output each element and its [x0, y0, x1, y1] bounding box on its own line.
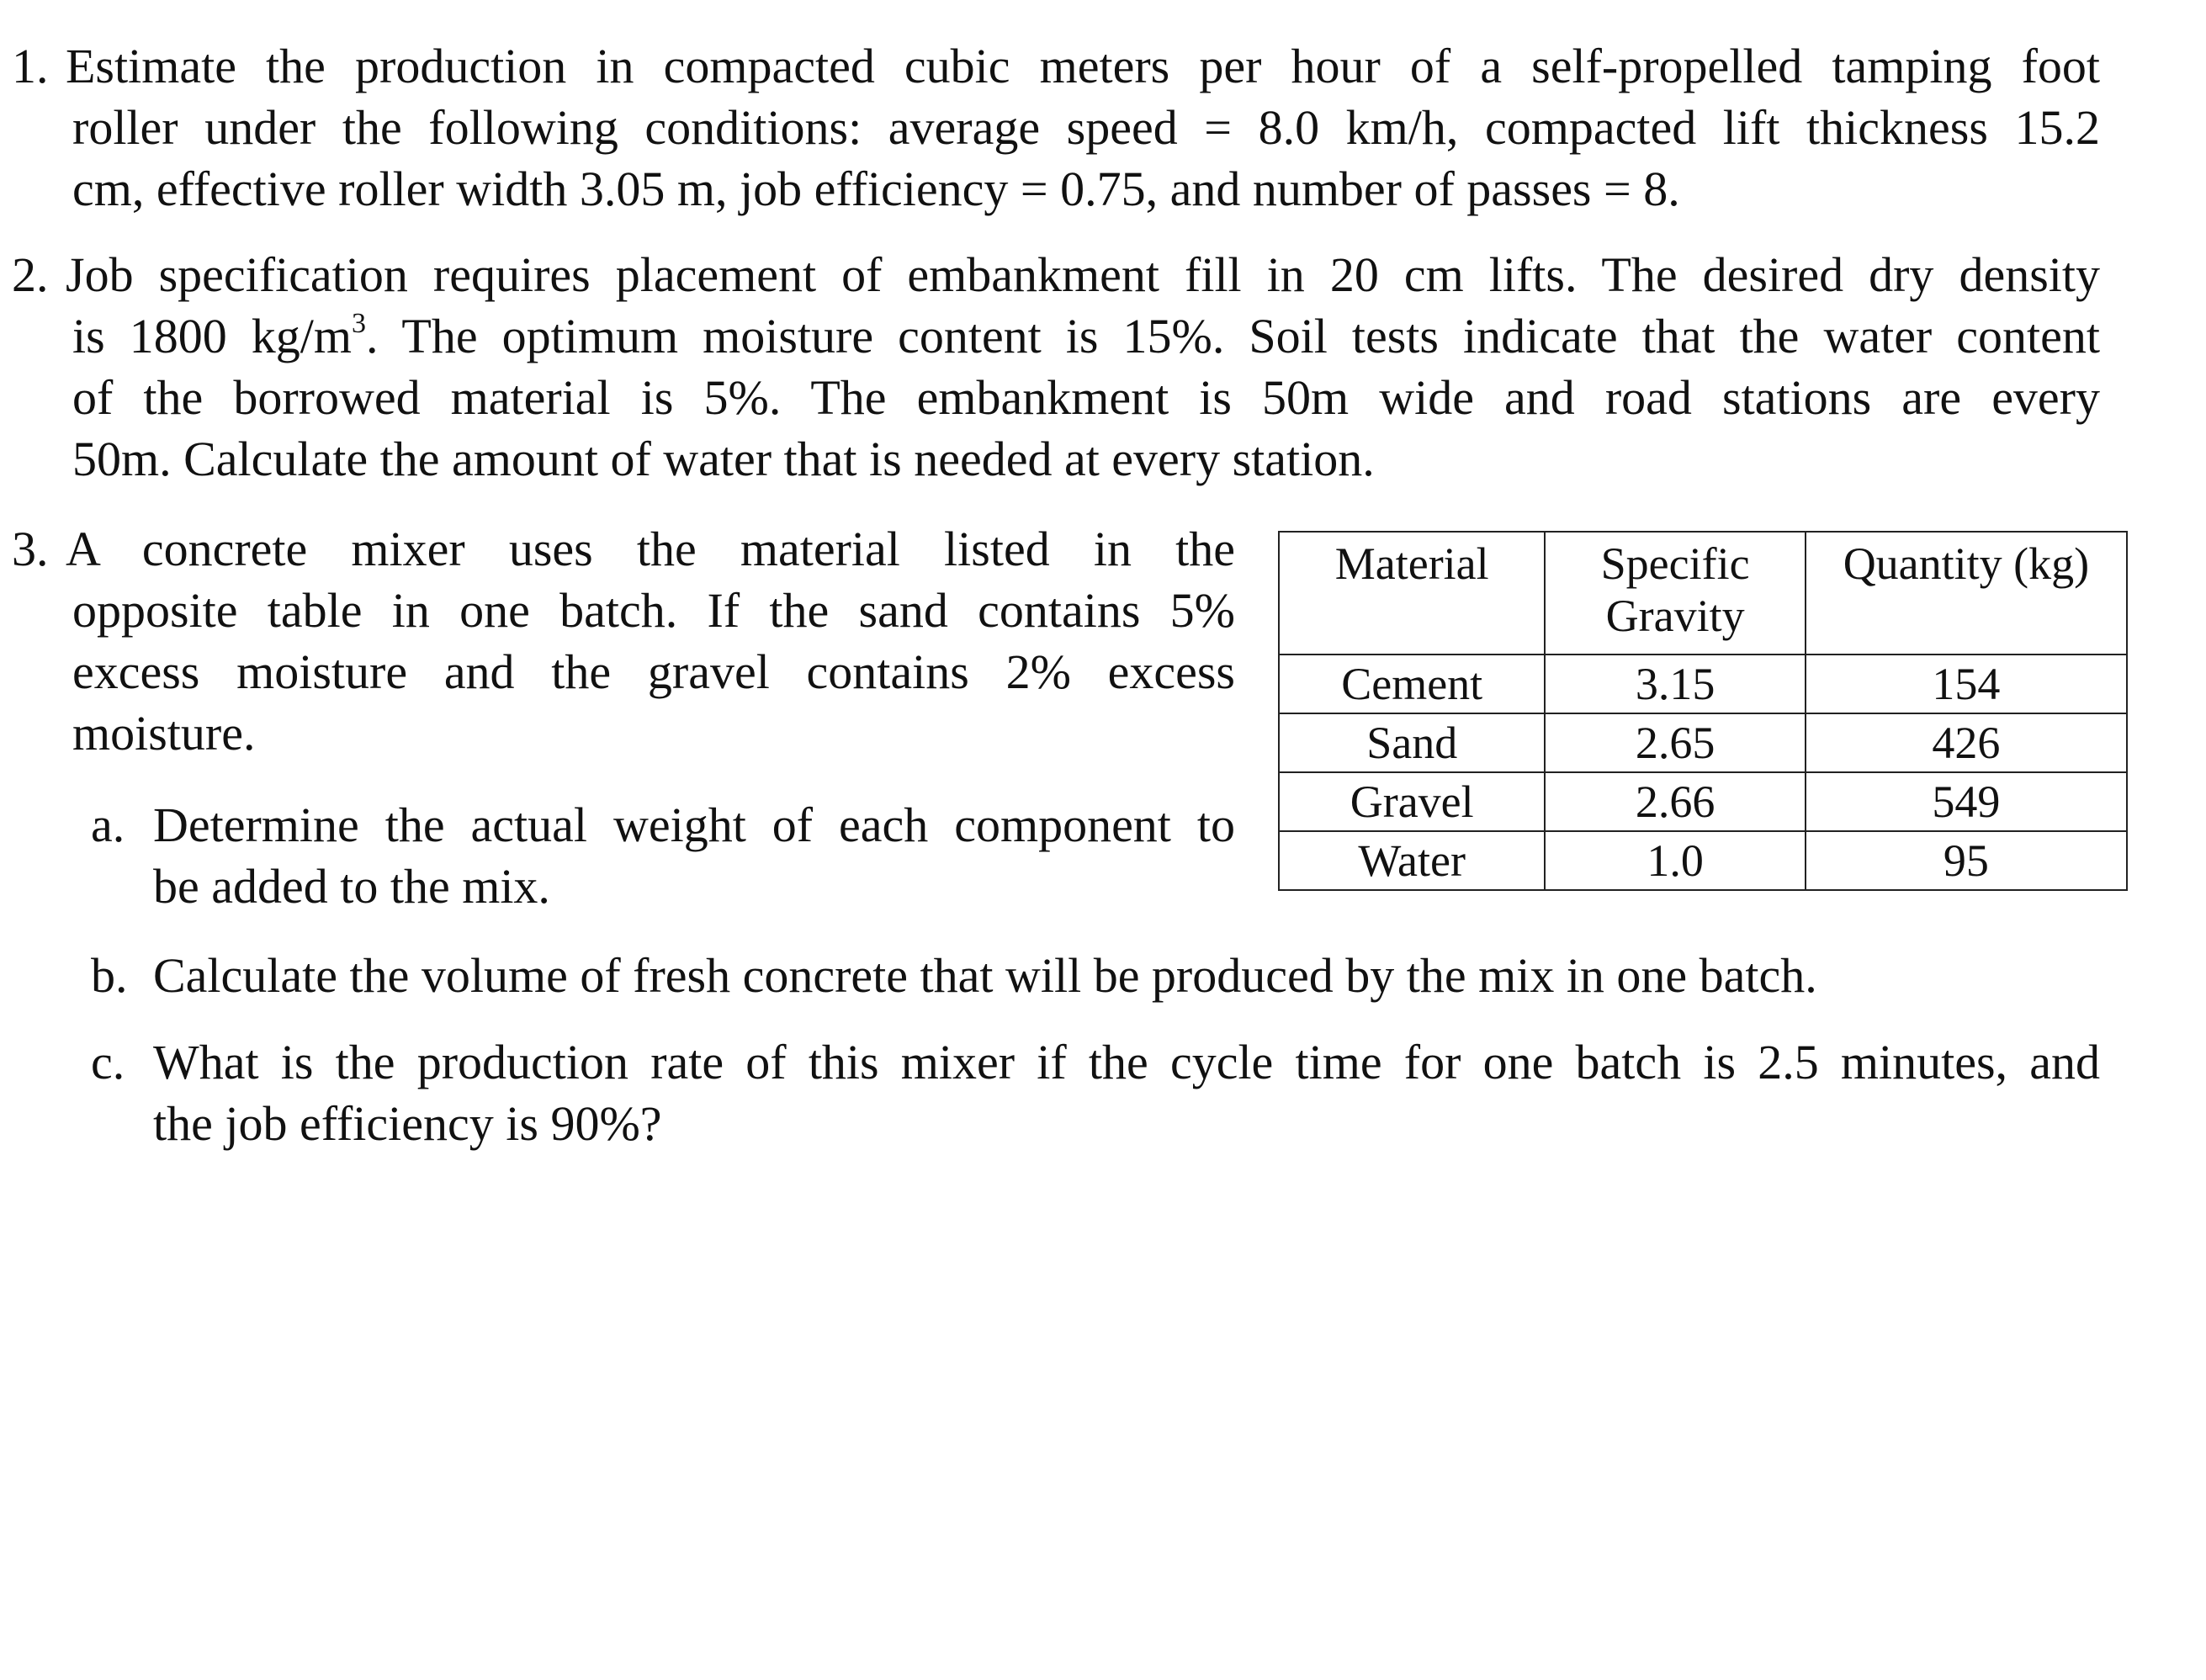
- cell-material: Water: [1279, 831, 1545, 890]
- cell-quantity: 426: [1806, 713, 2127, 772]
- header-sg-line-2: Gravity: [1605, 591, 1745, 641]
- question-1-line-3: cm, effective roller width 3.05 m, job efficiency = 0.75, and number of passes = 8.: [72, 162, 1680, 216]
- part-c-line-2: the job efficiency is 90%?: [153, 1096, 662, 1151]
- header-sg-line-1: Specific: [1600, 538, 1750, 589]
- superscript-3: 3: [351, 308, 366, 339]
- header-specific-gravity: [1545, 532, 1805, 655]
- question-2-number: 2.: [12, 247, 49, 302]
- header-material: Material: [1279, 532, 1545, 655]
- table-row: [1279, 831, 2127, 890]
- materials-table: [1278, 531, 2128, 891]
- cell-quantity: 154: [1806, 655, 2127, 713]
- part-b-label: b.: [91, 948, 128, 1003]
- question-2-line-4: 50m. Calculate the amount of water that is needed at every station.: [72, 432, 1375, 486]
- part-a-label: a.: [91, 798, 125, 852]
- header-quantity: Quantity (kg): [1806, 532, 2127, 655]
- cell-quantity: 95: [1806, 831, 2127, 890]
- cell-material: Cement: [1279, 655, 1545, 713]
- table-row: [1279, 772, 2127, 831]
- density-text: is 1800 kg/m: [72, 309, 352, 363]
- question-3-line-2: opposite table in one batch. If the sand contains 5%: [72, 583, 1235, 638]
- question-2-line-3: of the borrowed material is 5%. The embankment is 50m wide and road stations are every: [72, 370, 2100, 425]
- question-1-line-1: Estimate the production in compacted cubic meters per hour of a self-propelled tamping foot: [66, 39, 2100, 93]
- part-a-line-2: be added to the mix.: [153, 859, 550, 914]
- table-row: [1279, 655, 2127, 713]
- cell-material: Gravel: [1279, 772, 1545, 831]
- question-1-number: 1.: [12, 39, 49, 93]
- cell-quantity: 549: [1806, 772, 2127, 831]
- table-header-row: [1279, 532, 2127, 655]
- part-c-line-1: What is the production rate of this mixer if the cycle time for one batch is 2.5 minutes, and: [153, 1035, 2100, 1089]
- part-c-label: c.: [91, 1035, 125, 1089]
- question-1-line-2: roller under the following conditions: average speed = 8.0 km/h, compacted lift thickness 15.2: [72, 100, 2100, 155]
- table-row: [1279, 713, 2127, 772]
- cell-material: Sand: [1279, 713, 1545, 772]
- question-2-line-2-rest: . The optimum moisture content is 15%. Soil tests indicate that the water content: [365, 309, 2100, 363]
- cell-specific-gravity: 2.66: [1545, 772, 1805, 831]
- cell-specific-gravity: 3.15: [1545, 655, 1805, 713]
- cell-specific-gravity: 1.0: [1545, 831, 1805, 890]
- question-3-number: 3.: [12, 522, 49, 576]
- question-2-line-2: [72, 306, 2100, 367]
- part-a-line-1: Determine the actual weight of each component to: [153, 798, 1235, 852]
- question-3-line-3: excess moisture and the gravel contains 2% excess: [72, 644, 1235, 699]
- question-2-line-1: Job specification requires placement of embankment fill in 20 cm lifts. The desired dry density: [66, 247, 2100, 302]
- cell-specific-gravity: 2.65: [1545, 713, 1805, 772]
- question-3-line-1: A concrete mixer uses the material listed in the: [66, 522, 1235, 576]
- question-3-line-4: moisture.: [72, 706, 256, 761]
- part-b-line-1: Calculate the volume of fresh concrete that will be produced by the mix in one batch.: [153, 948, 1817, 1003]
